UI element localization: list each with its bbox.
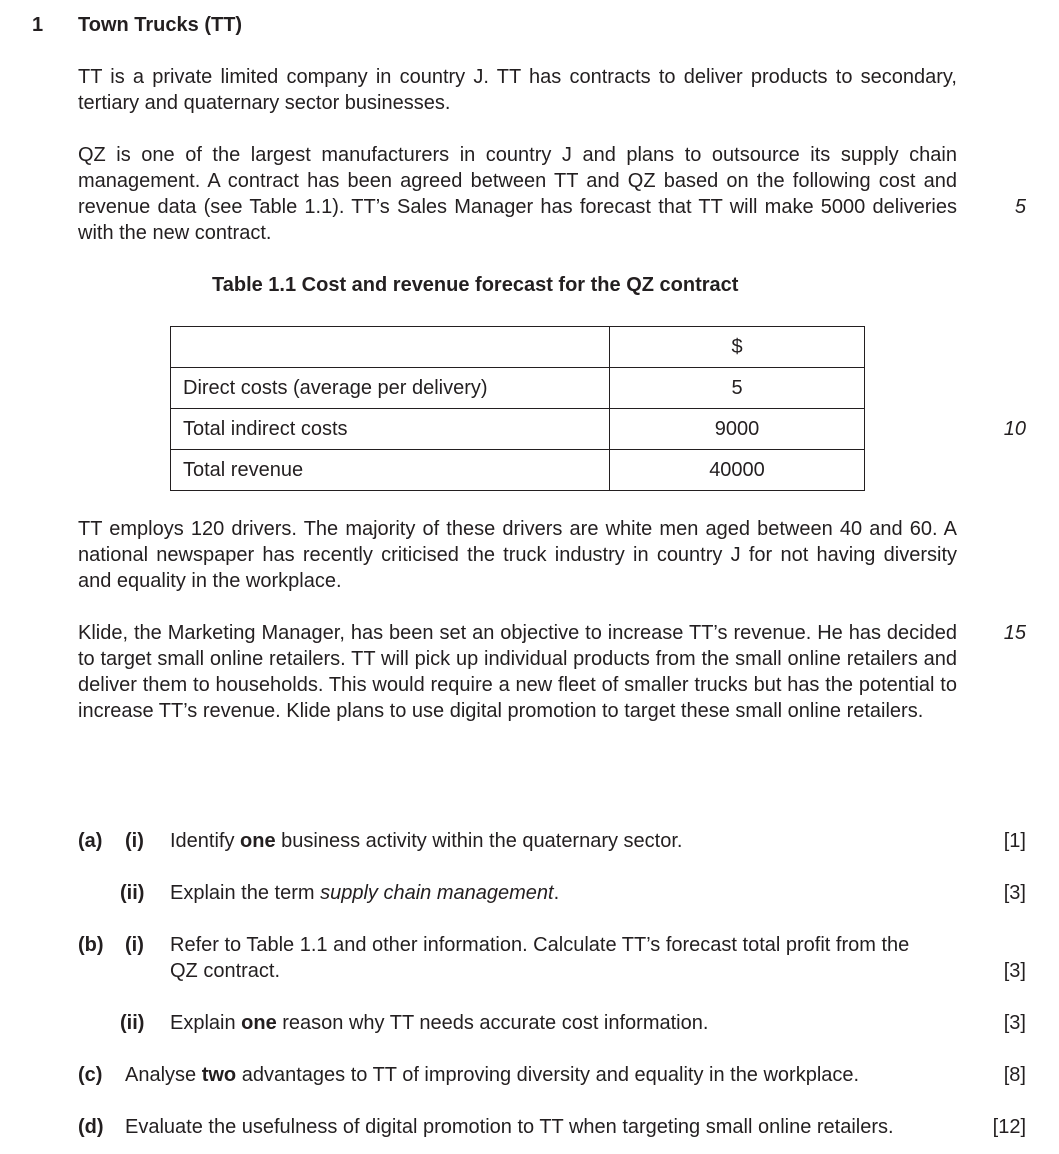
marks-a-ii: [3] <box>1003 882 1026 904</box>
marks-c: [8] <box>1003 1064 1026 1086</box>
paragraph-2: QZ is one of the largest manufacturers in country J and plans to outsource its supply chain management. A contract has been agreed between TT and QZ based on the following cost and revenue data (see Table 1.1). TT’s Sales Manager has forecast that TT will make 5000 deliveries with the new contract. <box>78 144 957 244</box>
subquestion-d-label: (d) <box>78 1116 104 1138</box>
marks-a-i: [1] <box>1003 830 1026 852</box>
line-number-15: 15 <box>1003 622 1026 644</box>
table-header-row <box>171 327 865 368</box>
subquestion-a-ii-label: (ii) <box>120 882 145 904</box>
subquestion-a-i-text: Identify one business activity within the quaternary sector. <box>170 830 683 852</box>
subquestion-d-text: Evaluate the usefulness of digital promotion to TT when targeting small online retailers. <box>125 1116 894 1138</box>
paragraph-1: TT is a private limited company in country J. TT has contracts to deliver products to secondary, tertiary and quaternary sector businesses. <box>78 66 957 114</box>
subquestion-b-i-text-line2: QZ contract. <box>170 960 281 982</box>
line-number-10: 10 <box>1003 418 1026 440</box>
subquestion-b-ii-text: Explain one reason why TT needs accurate cost information. <box>170 1012 709 1034</box>
subquestion-b-ii-label: (ii) <box>120 1012 145 1034</box>
table-cell-value: 5 <box>610 368 865 409</box>
subquestion-a-ii-text: Explain the term supply chain management. <box>170 882 560 904</box>
question-title: Town Trucks (TT) <box>78 14 243 36</box>
marks-b-i: [3] <box>1003 960 1026 982</box>
marks-b-ii: [3] <box>1003 1012 1026 1034</box>
subquestion-c-label: (c) <box>78 1064 103 1086</box>
table-header-currency: $ <box>610 327 865 368</box>
table-cell-label: Total indirect costs <box>171 409 610 450</box>
line-number-5: 5 <box>1014 196 1026 218</box>
table-row <box>171 409 865 450</box>
table-cell-value: 40000 <box>610 450 865 491</box>
subquestion-c-text: Analyse two advantages to TT of improving diversity and equality in the workplace. <box>125 1064 860 1086</box>
subquestion-b-i-text-line1: Refer to Table 1.1 and other information. Calculate TT’s forecast total profit from the <box>170 934 910 956</box>
table-cell-label: Direct costs (average per delivery) <box>171 368 610 409</box>
paragraph-3: TT employs 120 drivers. The majority of these drivers are white men aged between 40 and 60. A national newspaper has recently criticised the truck industry in country J for not having diversity and equality in the workplace. <box>78 518 957 592</box>
table-row <box>171 450 865 491</box>
question-number: 1 <box>32 14 44 36</box>
marks-d: [12] <box>992 1116 1026 1138</box>
table-header-label <box>171 327 610 368</box>
subquestion-a-i-label: (i) <box>125 830 144 852</box>
table-cell-value: 9000 <box>610 409 865 450</box>
table-caption: Table 1.1 Cost and revenue forecast for the QZ contract <box>212 274 739 296</box>
table-cell-label: Total revenue <box>171 450 610 491</box>
cost-revenue-table <box>170 326 865 491</box>
table-row <box>171 368 865 409</box>
subquestion-b-i-label: (i) <box>125 934 144 956</box>
paragraph-4: Klide, the Marketing Manager, has been set an objective to increase TT’s revenue. He has decided to target small online retailers. TT will pick up individual products from the small online retailers and deliver them to households. This would require a new fleet of smaller trucks but has the potential to increase TT’s revenue. Klide plans to use digital promotion to target these small online retailers. <box>78 622 957 722</box>
subquestion-b-label: (b) <box>78 934 104 956</box>
subquestion-a-label: (a) <box>78 830 103 852</box>
